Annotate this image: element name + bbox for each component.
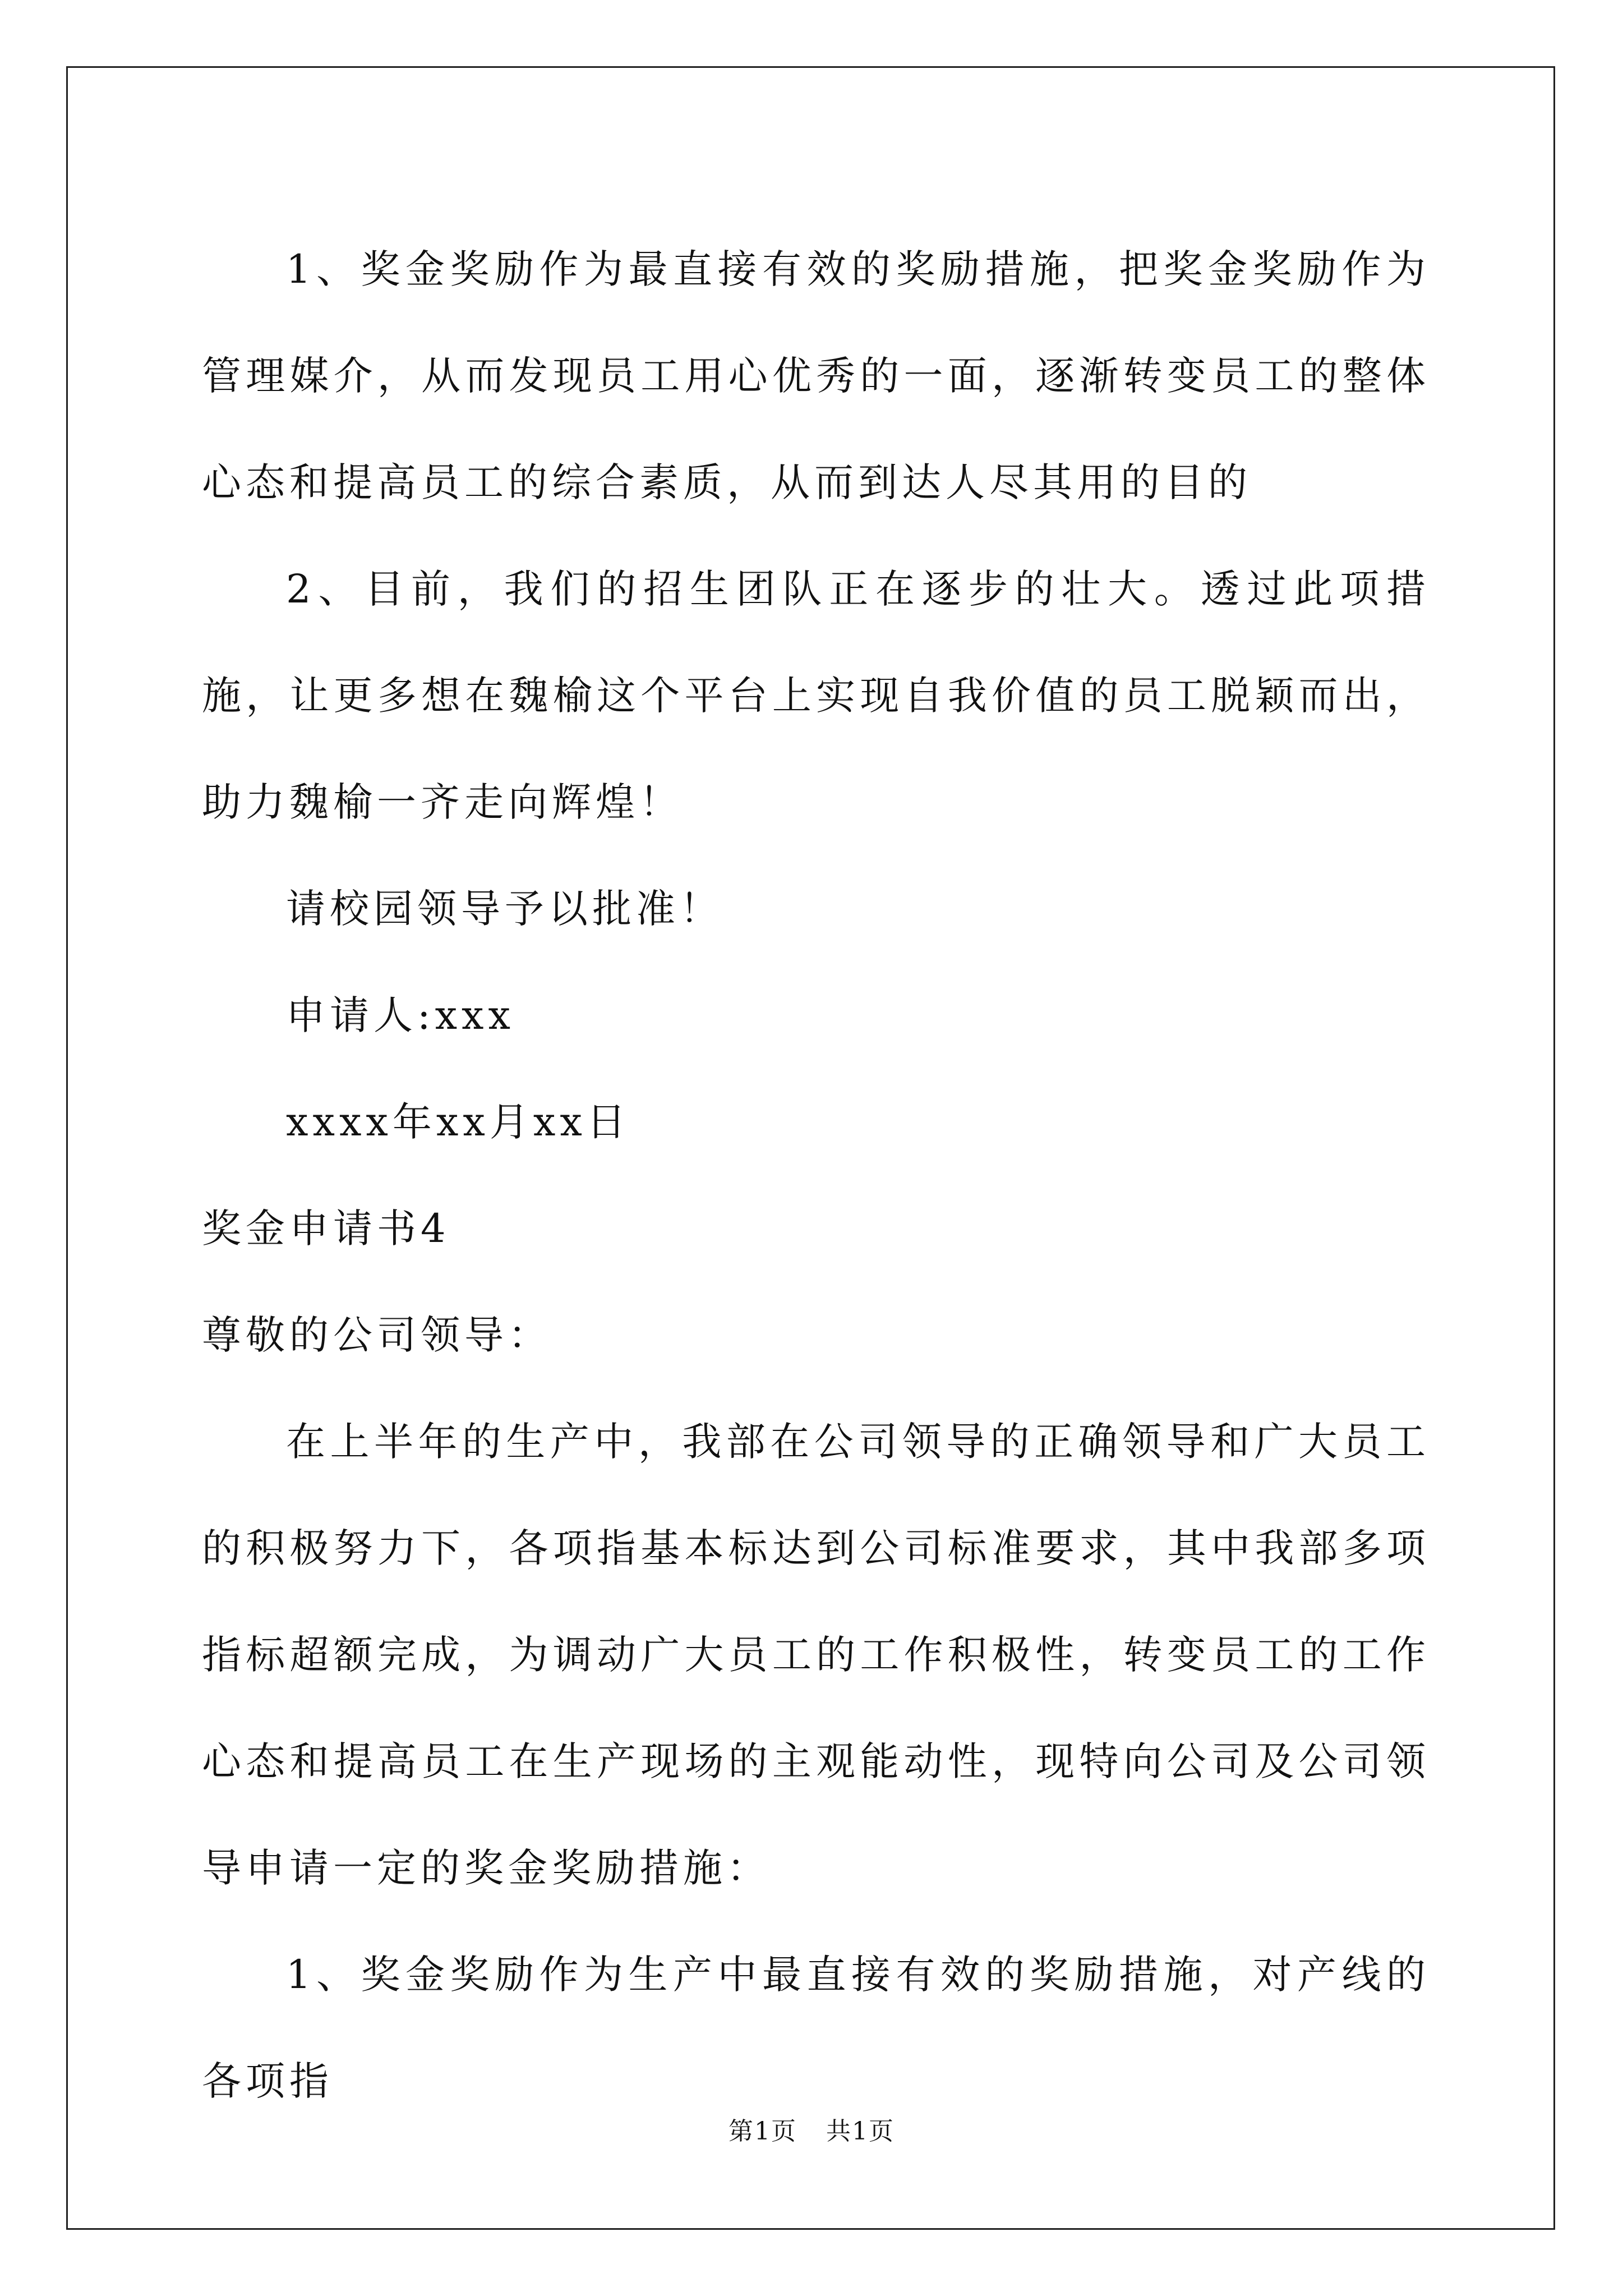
- paragraph-bonus-measure-1: 1、奖金奖励作为最直接有效的奖励措施，把奖金奖励作为管理媒介，从而发现员工用心优秀的一面，逐渐转变员工的整体心态和提高员工的综合素质，从而到达人尽其用的目的: [202, 246, 1430, 505]
- salutation: 尊敬的公司领导：: [202, 1312, 552, 1358]
- paragraph-date: xxxx年xx月xx日: [286, 1099, 630, 1145]
- paragraph-bonus-measure-2: 1、奖金奖励作为生产中最直接有效的奖励措施，对产线的各项指: [202, 1952, 1430, 2104]
- section-title: 奖金申请书4: [202, 1205, 450, 1251]
- paragraph-team-growth: 2、目前，我们的招生团队正在逐步的壮大。透过此项措施，让更多想在魏榆这个平台上实现自我价值的员工脱颖而出，助力魏榆一齐走向辉煌！: [202, 566, 1430, 825]
- paragraph-production-summary: 在上半年的生产中，我部在公司领导的正确领导和广大员工的积极努力下，各项指基本标达到公司标准要求，其中我部多项指标超额完成，为调动广大员工的工作积极性，转变员工的工作心态和提高员工在生产现场的主观能动性，现特向公司及公司领导申请一定的奖金奖励措施：: [202, 1419, 1430, 1891]
- page-footer: [0, 2115, 1623, 2148]
- paragraph-applicant: 申请人:xxx: [286, 992, 515, 1038]
- page-total: 共1页: [826, 2117, 895, 2146]
- paragraph-approval-request: 请校园领导予以批准！: [286, 886, 723, 932]
- document-body: [202, 216, 1430, 2134]
- page-number: 第1页: [728, 2117, 797, 2146]
